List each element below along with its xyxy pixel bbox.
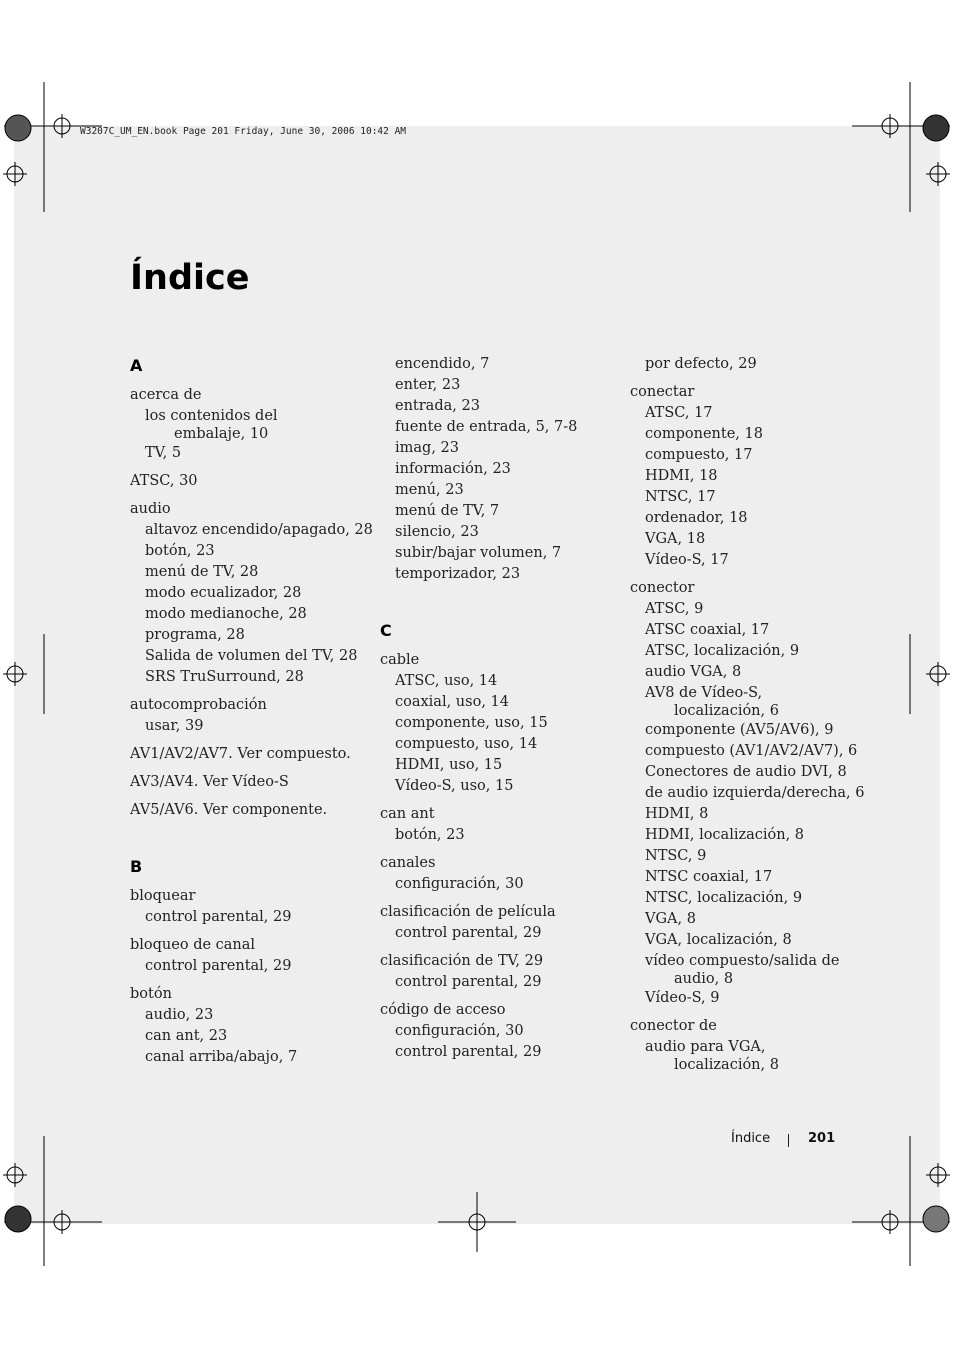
index-term: AV3/AV4. Ver Vídeo-S [130, 774, 289, 790]
index-subentry: modo ecualizador, 28 [145, 585, 302, 601]
index-entry [130, 886, 370, 928]
index-subentry: vídeo compuesto/salida de [645, 953, 840, 969]
index-term: can ant [380, 806, 435, 822]
index-subentry: NTSC, 9 [645, 848, 707, 864]
index-subentry: NTSC, 17 [645, 489, 716, 505]
index-subentry: control parental, 29 [395, 1044, 542, 1060]
index-subentry: ATSC, uso, 14 [395, 673, 498, 689]
index-subentry: VGA, localización, 8 [645, 932, 792, 948]
index-subentry: NTSC coaxial, 17 [645, 869, 773, 885]
index-subentry: botón, 23 [395, 827, 465, 843]
index-subentry: componente (AV5/AV6), 9 [645, 722, 834, 738]
index-column-2 [380, 354, 620, 1063]
index-entry [380, 951, 620, 993]
index-subentry: encendido, 7 [395, 356, 490, 372]
index-entry [380, 354, 620, 585]
index-subentry-continuation: embalaje, 10 [174, 426, 269, 442]
index-letter-heading: B [130, 857, 143, 876]
index-term: cable [380, 652, 420, 668]
index-subentry: TV, 5 [145, 445, 182, 461]
index-term: conector [630, 580, 695, 596]
index-entry [380, 902, 620, 944]
index-entry [130, 800, 370, 821]
index-subentry-continuation: localización, 6 [674, 703, 779, 719]
index-entry [130, 385, 370, 464]
index-subentry: audio, 23 [145, 1007, 214, 1023]
index-term: bloqueo de canal [130, 937, 256, 953]
index-subentry: control parental, 29 [145, 909, 292, 925]
index-entry [380, 804, 620, 846]
index-subentry: ordenador, 18 [645, 510, 748, 526]
index-term: bloquear [130, 888, 196, 904]
index-subentry: coaxial, uso, 14 [395, 694, 509, 710]
index-subentry: subir/bajar volumen, 7 [395, 545, 562, 561]
index-term: conectar [630, 384, 695, 400]
index-subentry: control parental, 29 [145, 958, 292, 974]
index-entry [130, 695, 370, 737]
index-subentry: menú, 23 [395, 482, 464, 498]
index-entry [380, 853, 620, 895]
index-entry [130, 772, 370, 793]
index-subentry-continuation: localización, 8 [674, 1057, 779, 1073]
index-subentry: SRS TruSurround, 28 [145, 669, 304, 685]
index-subentry: VGA, 18 [645, 531, 706, 547]
index-entry [380, 650, 620, 797]
index-subentry: fuente de entrada, 5, 7-8 [395, 419, 578, 435]
index-subentry: imag, 23 [395, 440, 459, 456]
index-term: clasificación de película [380, 904, 556, 920]
index-entry [630, 578, 870, 1009]
index-term: audio [130, 501, 171, 517]
index-entry [630, 1016, 870, 1074]
index-subentry: programa, 28 [145, 627, 245, 643]
index-entry [130, 935, 370, 977]
index-subentry: menú de TV, 7 [395, 503, 500, 519]
index-subentry: audio para VGA, [645, 1039, 766, 1055]
index-subentry: Vídeo-S, uso, 15 [395, 778, 514, 794]
index-subentry: ATSC, 17 [645, 405, 713, 421]
index-subentry: HDMI, 18 [645, 468, 718, 484]
index-letter-heading: A [130, 356, 143, 375]
index-subentry: modo medianoche, 28 [145, 606, 307, 622]
index-term: autocomprobación [130, 697, 267, 713]
index-subentry: ATSC coaxial, 17 [645, 622, 770, 638]
index-term: acerca de [130, 387, 202, 403]
index-term: código de acceso [380, 1002, 506, 1018]
index-subentry: canal arriba/abajo, 7 [145, 1049, 298, 1065]
index-subentry: silencio, 23 [395, 524, 479, 540]
index-subentry: AV8 de Vídeo-S, [645, 685, 763, 701]
index-subentry: Vídeo-S, 9 [645, 990, 720, 1006]
index-term: ATSC, 30 [130, 473, 198, 489]
index-subentry: de audio izquierda/derecha, 6 [645, 785, 865, 801]
index-entry [630, 382, 870, 571]
index-subentry: usar, 39 [145, 718, 204, 734]
footer-section-label: Índice [731, 1131, 771, 1146]
index-subentry: control parental, 29 [395, 974, 542, 990]
index-subentry: entrada, 23 [395, 398, 480, 414]
index-column-1 [130, 354, 373, 1068]
index-subentry: Conectores de audio DVI, 8 [645, 764, 847, 780]
index-subentry: información, 23 [395, 461, 511, 477]
index-subentry: compuesto, uso, 14 [395, 736, 538, 752]
index-term: conector de [630, 1018, 717, 1034]
footer-page-number: 201 [808, 1131, 836, 1146]
index-subentry: configuración, 30 [395, 1023, 524, 1039]
index-term: AV1/AV2/AV7. Ver compuesto. [130, 746, 351, 762]
index-subentry: HDMI, 8 [645, 806, 709, 822]
index-subentry: los contenidos del [145, 408, 278, 424]
index-term: AV5/AV6. Ver componente. [130, 802, 328, 818]
index-term: canales [380, 855, 436, 871]
index-subentry: compuesto, 17 [645, 447, 753, 463]
index-entry [130, 984, 370, 1068]
page-title: Índice [130, 258, 250, 298]
index-subentry: botón, 23 [145, 543, 215, 559]
index-letter-heading: C [380, 621, 392, 640]
file-info-header: W3207C_UM_EN.book Page 201 Friday, June 30, 2006 10:42 AM [80, 126, 407, 137]
index-subentry: HDMI, uso, 15 [395, 757, 503, 773]
index-entry [630, 354, 870, 375]
index-subentry: ATSC, localización, 9 [645, 643, 800, 659]
index-entry [130, 499, 373, 688]
index-subentry: HDMI, localización, 8 [645, 827, 805, 843]
index-column-3 [630, 354, 870, 1074]
index-subentry: Vídeo-S, 17 [645, 552, 729, 568]
footer-divider [788, 1134, 789, 1147]
index-term: botón [130, 986, 172, 1002]
index-entry [380, 1000, 620, 1063]
index-subentry-continuation: audio, 8 [674, 971, 734, 987]
index-subentry: configuración, 30 [395, 876, 524, 892]
index-subentry: VGA, 8 [645, 911, 696, 927]
index-subentry: can ant, 23 [145, 1028, 228, 1044]
index-subentry: audio VGA, 8 [645, 664, 742, 680]
index-subentry: enter, 23 [395, 377, 461, 393]
index-subentry: compuesto (AV1/AV2/AV7), 6 [645, 743, 858, 759]
index-subentry: control parental, 29 [395, 925, 542, 941]
index-entry [130, 471, 370, 492]
index-subentry: temporizador, 23 [395, 566, 521, 582]
index-subentry: por defecto, 29 [645, 356, 757, 372]
index-term: clasificación de TV, 29 [380, 953, 544, 969]
index-subentry: componente, uso, 15 [395, 715, 548, 731]
index-subentry: menú de TV, 28 [145, 564, 259, 580]
index-subentry: Salida de volumen del TV, 28 [145, 648, 358, 664]
index-subentry: componente, 18 [645, 426, 763, 442]
index-subentry: altavoz encendido/apagado, 28 [145, 522, 373, 538]
index-subentry: ATSC, 9 [645, 601, 704, 617]
index-subentry: NTSC, localización, 9 [645, 890, 803, 906]
index-entry [130, 744, 370, 765]
